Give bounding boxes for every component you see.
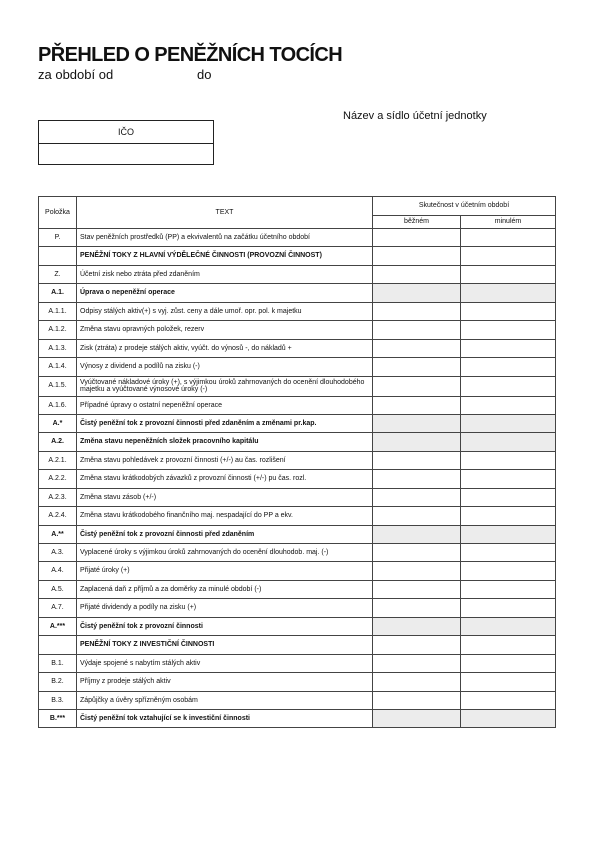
row-code: A.1.2. (39, 321, 77, 339)
row-text: Odpisy stálých aktiv(+) s vyj. zůst. ceny a dále umoř. opr. pol. k majetku (77, 302, 373, 320)
row-text: Případné úpravy o ostatní nepeněžní operace (77, 396, 373, 414)
row-code: A.2.2. (39, 470, 77, 488)
row-text: Zápůjčky a úvěry spřízněným osobám (77, 691, 373, 709)
period-to-label: do (197, 67, 212, 82)
row-code: A.*** (39, 617, 77, 635)
row-code: A.2.4. (39, 507, 77, 525)
table-row (39, 376, 556, 396)
header-item: Položka (39, 197, 77, 229)
previous-period-cell[interactable] (461, 544, 556, 562)
row-text: PENĚŽNÍ TOKY Z INVESTIČNÍ ČINNOSTI (77, 636, 373, 654)
row-text: Čistý peněžní tok z provozní činnosti (77, 617, 373, 635)
table-row (39, 284, 556, 302)
previous-period-cell[interactable] (461, 691, 556, 709)
row-text: Změna stavu pohledávek z provozní činnosti (+/-) au čas. rozlišení (77, 451, 373, 469)
table-row (39, 470, 556, 488)
previous-period-cell[interactable] (461, 414, 556, 432)
current-period-cell[interactable] (373, 229, 461, 247)
current-period-cell[interactable] (373, 525, 461, 543)
current-period-cell[interactable] (373, 544, 461, 562)
current-period-cell[interactable] (373, 599, 461, 617)
table-row (39, 525, 556, 543)
previous-period-cell[interactable] (461, 247, 556, 265)
table-row (39, 396, 556, 414)
row-text: Změna stavu krátkodobých závazků z provozní činnosti (+/-) pu čas. rozl. (77, 470, 373, 488)
row-text: Úprava o nepeněžní operace (77, 284, 373, 302)
previous-period-cell[interactable] (461, 376, 556, 396)
current-period-cell[interactable] (373, 247, 461, 265)
row-code: A.1.4. (39, 358, 77, 376)
table-row (39, 673, 556, 691)
row-code: A.2. (39, 433, 77, 451)
table-row (39, 654, 556, 672)
row-code: A.3. (39, 544, 77, 562)
current-period-cell[interactable] (373, 709, 461, 727)
current-period-cell[interactable] (373, 396, 461, 414)
previous-period-cell[interactable] (461, 265, 556, 283)
previous-period-cell[interactable] (461, 709, 556, 727)
previous-period-cell[interactable] (461, 617, 556, 635)
row-text: Zaplacená daň z příjmů a za doměrky za minulé období (-) (77, 580, 373, 598)
row-text: Zisk (ztráta) z prodeje stálých aktiv, vyúčt. do výnosů -, do nákladů + (77, 339, 373, 357)
table-row (39, 265, 556, 283)
row-code: A.** (39, 525, 77, 543)
previous-period-cell[interactable] (461, 302, 556, 320)
row-code: A.1.6. (39, 396, 77, 414)
table-row (39, 321, 556, 339)
previous-period-cell[interactable] (461, 339, 556, 357)
period-line (38, 67, 212, 82)
table-body (39, 229, 556, 728)
row-code: Z. (39, 265, 77, 283)
previous-period-cell[interactable] (461, 358, 556, 376)
header-previous: minulém (461, 216, 556, 229)
previous-period-cell[interactable] (461, 580, 556, 598)
table-row (39, 617, 556, 635)
row-text: Změna stavu opravných položek, rezerv (77, 321, 373, 339)
table-row (39, 433, 556, 451)
current-period-cell[interactable] (373, 580, 461, 598)
row-text: Změna stavu zásob (+/-) (77, 488, 373, 506)
previous-period-cell[interactable] (461, 284, 556, 302)
row-text: Čistý peněžní tok z provozní činnosti před zdaněním (77, 525, 373, 543)
current-period-cell[interactable] (373, 691, 461, 709)
current-period-cell[interactable] (373, 636, 461, 654)
header-current: běžném (373, 216, 461, 229)
current-period-cell[interactable] (373, 433, 461, 451)
row-code: A.1.3. (39, 339, 77, 357)
previous-period-cell[interactable] (461, 673, 556, 691)
current-period-cell[interactable] (373, 339, 461, 357)
current-period-cell[interactable] (373, 488, 461, 506)
current-period-cell[interactable] (373, 654, 461, 672)
table-row (39, 599, 556, 617)
table-row (39, 451, 556, 469)
current-period-cell[interactable] (373, 358, 461, 376)
table-row (39, 562, 556, 580)
row-text: Výdaje spojené s nabytím stálých aktiv (77, 654, 373, 672)
table-row (39, 302, 556, 320)
row-text: Stav peněžních prostředků (PP) a ekvivalentů na začátku účetního období (77, 229, 373, 247)
previous-period-cell[interactable] (461, 562, 556, 580)
row-text: PENĚŽNÍ TOKY Z HLAVNÍ VÝDĚLEČNÉ ČINNOSTI (PROVOZNÍ ČINNOST) (77, 247, 373, 265)
previous-period-cell[interactable] (461, 396, 556, 414)
table-row (39, 414, 556, 432)
previous-period-cell[interactable] (461, 229, 556, 247)
row-code: A.1. (39, 284, 77, 302)
previous-period-cell[interactable] (461, 636, 556, 654)
table-row (39, 580, 556, 598)
current-period-cell[interactable] (373, 265, 461, 283)
table-row (39, 339, 556, 357)
previous-period-cell[interactable] (461, 599, 556, 617)
row-code: A.4. (39, 562, 77, 580)
row-text: Čistý peněžní tok vztahující se k investiční činnosti (77, 709, 373, 727)
current-period-cell[interactable] (373, 673, 461, 691)
row-code (39, 636, 77, 654)
row-text: Vyúčtované nákladové úroky (+), s výjimkou úroků zahrnovaných do ocenění dlouhodobého majetku a vyúčtované výnosové úroky (-) (77, 376, 373, 396)
ico-label: IČO (39, 121, 213, 144)
current-period-cell[interactable] (373, 376, 461, 396)
row-code (39, 247, 77, 265)
row-text: Změna stavu nepeněžních složek pracovního kapitálu (77, 433, 373, 451)
row-code: B.1. (39, 654, 77, 672)
previous-period-cell[interactable] (461, 470, 556, 488)
row-text: Změna stavu krátkodobého finančního maj. nespadající do PP a ekv. (77, 507, 373, 525)
previous-period-cell[interactable] (461, 433, 556, 451)
table-row (39, 507, 556, 525)
row-code: A.* (39, 414, 77, 432)
row-code: A.7. (39, 599, 77, 617)
current-period-cell[interactable] (373, 321, 461, 339)
cash-flow-table (38, 196, 556, 728)
current-period-cell[interactable] (373, 507, 461, 525)
table-row (39, 247, 556, 265)
table-row (39, 358, 556, 376)
table-row (39, 229, 556, 247)
current-period-cell[interactable] (373, 617, 461, 635)
header-actual: Skutečnost v účetním období (373, 197, 556, 216)
current-period-cell[interactable] (373, 302, 461, 320)
row-code: B.2. (39, 673, 77, 691)
previous-period-cell[interactable] (461, 654, 556, 672)
row-text: Výnosy z dividend a podílů na zisku (-) (77, 358, 373, 376)
current-period-cell[interactable] (373, 451, 461, 469)
previous-period-cell[interactable] (461, 525, 556, 543)
header-text: TEXT (77, 197, 373, 229)
previous-period-cell[interactable] (461, 488, 556, 506)
row-text: Příjmy z prodeje stálých aktiv (77, 673, 373, 691)
row-text: Vyplacené úroky s výjimkou úroků zahrnovaných do ocenění dlouhodob. maj. (-) (77, 544, 373, 562)
row-code: A.2.1. (39, 451, 77, 469)
entity-name-label: Název a sídlo účetní jednotky (343, 110, 487, 122)
current-period-cell[interactable] (373, 414, 461, 432)
table-row (39, 636, 556, 654)
row-code: P. (39, 229, 77, 247)
row-text: Přijaté úroky (+) (77, 562, 373, 580)
row-code: A.1.1. (39, 302, 77, 320)
row-text: Čistý peněžní tok z provozní činnosti před zdaněním a změnami pr.kap. (77, 414, 373, 432)
row-code: B.*** (39, 709, 77, 727)
row-code: A.1.5. (39, 376, 77, 396)
document-title: PŘEHLED O PENĚŽNÍCH TOCÍCH (38, 44, 343, 66)
period-from-label: za období od (38, 67, 114, 82)
row-code: B.3. (39, 691, 77, 709)
ico-box (38, 120, 214, 165)
row-text: Přijaté dividendy a podíly na zisku (+) (77, 599, 373, 617)
table-row (39, 691, 556, 709)
current-period-cell[interactable] (373, 470, 461, 488)
previous-period-cell[interactable] (461, 507, 556, 525)
table-row (39, 709, 556, 727)
previous-period-cell[interactable] (461, 451, 556, 469)
row-text: Účetní zisk nebo ztráta před zdaněním (77, 265, 373, 283)
current-period-cell[interactable] (373, 284, 461, 302)
table-row (39, 488, 556, 506)
table-row (39, 544, 556, 562)
row-code: A.5. (39, 580, 77, 598)
row-code: A.2.3. (39, 488, 77, 506)
current-period-cell[interactable] (373, 562, 461, 580)
previous-period-cell[interactable] (461, 321, 556, 339)
